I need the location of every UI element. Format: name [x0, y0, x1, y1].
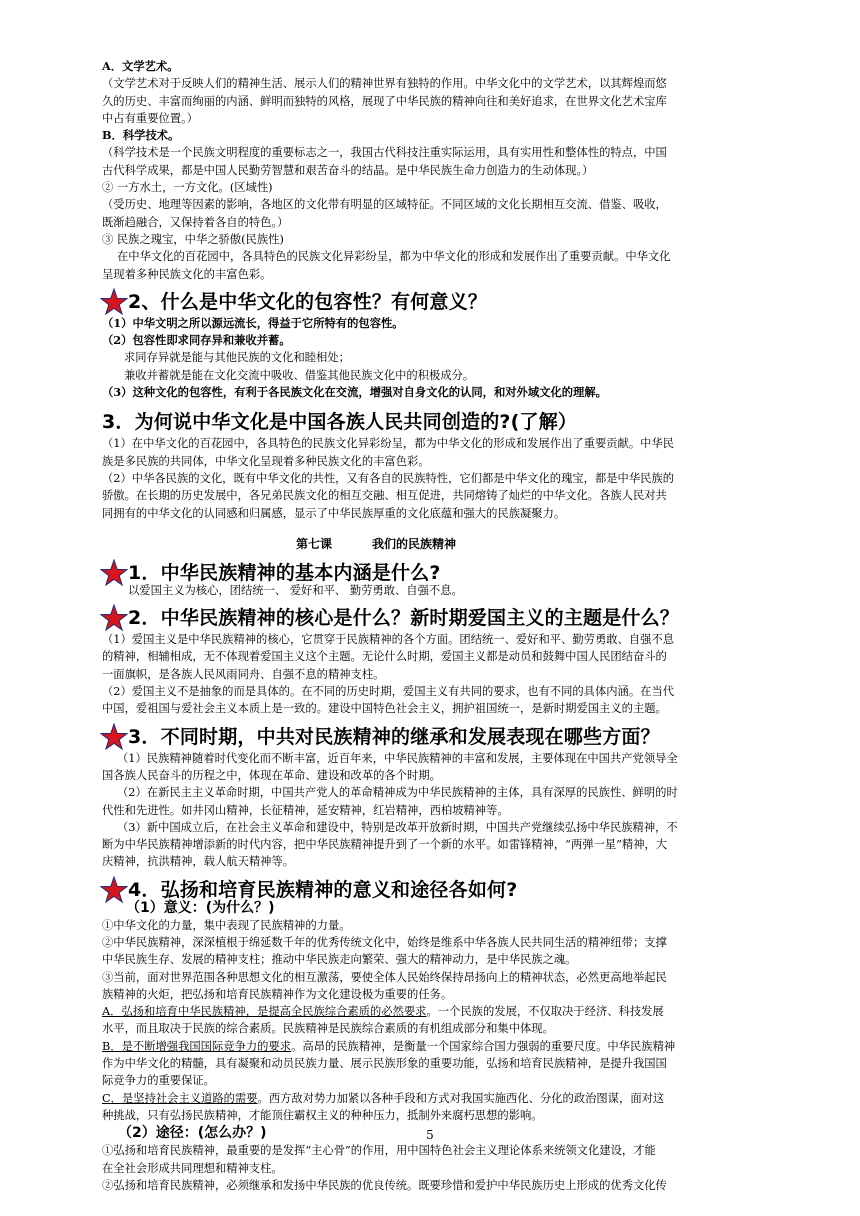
- section-1-content: 以爱国主义为核心，团结统一、 爱好和平、 勤劳勇敢、自强不息。: [128, 583, 463, 597]
- s2-line: 一面旗帜，是各族人民风雨同舟、自强不息的精神支柱。: [102, 667, 385, 681]
- s4-line: ②中华民族精神，深深植根于绵延数千年的优秀传统文化中，始终是维系中华各族人民共同生活的精神纽带；支撑: [102, 935, 667, 949]
- star-icon: [100, 876, 128, 904]
- s4-line: ②弘扬和培育民族精神，必须继承和发扬中华民族的优良传统。既要珍惜和爱护中华民族历史上形成的优秀文化传: [102, 1178, 667, 1192]
- approach-subheading: （2）途径：(怎么办？): [118, 1125, 267, 1142]
- item-a-line: 中占有重要位置。）: [102, 111, 199, 125]
- s3-line: 断为中华民族精神增添新的时代内容，把中华民族精神提升到了一个新的水平。如雷锋精神，“两弹一星”精神，大: [102, 838, 668, 852]
- section-4-heading: 4．弘扬和培育民族精神的意义和途径各如何?: [102, 877, 766, 903]
- question-3-heading: 3．为何说中华文化是中国各族人民共同创造的?(了解）: [102, 411, 578, 434]
- s4-line: 种挑战，只有弘扬民族精神，才能顶住霸权主义的种种压力，抵制外来腐朽思想的影响。: [102, 1108, 543, 1122]
- s4-line: 中华民族生存、发展的精神支柱；推动中华民族走向繁荣、强大的精神动力，是中华民族之魂。: [102, 953, 577, 967]
- question-2-heading: 2、什么是中华文化的包容性？有何意义？: [102, 289, 766, 315]
- s3-line: （2）在新民主主义革命时期，中国共产党人的革命精神成为中华民族精神的主体，具有深厚的民族性、鲜明的时: [117, 786, 678, 800]
- item-2-title: ② 一方水土，一方文化。(区域性): [102, 181, 273, 195]
- s4-point-a: A．弘扬和培育中华民族精神，是提高全民族综合素质的必然要求。一个民族的发展，不仅取决于经济、科技发展: [102, 1005, 664, 1019]
- item-b-title: B．科学技术。: [102, 128, 180, 143]
- q2-line: （2）包容性即求同存异和兼收并蓄。: [102, 333, 291, 348]
- s3-line: （1）民族精神随着时代变化而不断丰富，近百年来，中华民族精神的丰富和发展，主要体现在中国共产党领导全: [117, 751, 678, 765]
- section-3-heading: 3．不同时期，中共对民族精神的继承和发展表现在哪些方面？: [102, 724, 766, 750]
- s4-point-b: B．是不断增强我国国际竞争力的要求。高昂的民族精神，是衡量一个国家综合国力强弱的重要尺度。中华民族精神: [102, 1039, 676, 1053]
- q3-line: 同拥有的中华文化的认同感和归属感，显示了中华民族厚重的文化底蕴和强大的民族凝聚力。: [102, 506, 566, 520]
- s2-line: 中国，爱祖国与爱社会主义本质上是一致的。建设中国特色社会主义，拥护祖国统一，是新时期爱国主义的主题。: [102, 702, 667, 716]
- s4-line: 在全社会形成共同理想和精神支柱。: [102, 1161, 283, 1175]
- item-3-title: ③ 民族之瑰宝，中华之骄傲(民族性): [102, 232, 284, 246]
- item-2-line: （受历史、地理等因素的影响，各地区的文化带有明显的区域特征。不同区域的文化长期相互交流、借鉴、吸收，: [102, 198, 667, 212]
- document-page: [102, 58, 766, 1194]
- s4-line: ①弘扬和培育民族精神，最重要的是发挥“主心骨”的作用，用中国特色社会主义理论体系来统领文化建设，才能: [102, 1144, 656, 1158]
- section-1-heading: 1．中华民族精神的基本内涵是什么?: [102, 560, 766, 586]
- s3-line: 代性和先进性。如井冈山精神，长征精神，延安精神，红岩精神，西柏坡精神等。: [102, 803, 509, 817]
- lesson-title: 第七课 我们的民族精神: [296, 536, 457, 551]
- s3-line: （3）新中国成立后，在社会主义革命和建设中，特别是改革开放新时期，中国共产党继续弘扬中华民族精神，不: [117, 820, 678, 834]
- star-icon: [100, 723, 128, 751]
- item-a-title: A．文学艺术。: [102, 59, 179, 73]
- star-icon: [100, 559, 128, 587]
- s4-line: 水平，而且取决于民族的综合素质。民族精神是民族综合素质的有机组成部分和集中体现。: [102, 1022, 554, 1036]
- s4-line: 际竞争力的重要保证。: [102, 1074, 215, 1088]
- item-b-line: 古代科学成果，都是中国人民勤劳智慧和艰苦奋斗的结晶。是中华民族生命力创造力的生动体现。）: [102, 163, 594, 177]
- item-2-line: 既渐趋融合，又保持着各自的特色。）: [102, 215, 289, 229]
- star-icon: [100, 288, 128, 316]
- page-number: 5: [426, 1128, 434, 1142]
- s4-line: ①中华文化的力量，集中表现了民族精神的力量。: [102, 918, 351, 932]
- star-icon: [100, 604, 128, 632]
- s4-line: 族精神的火炬，把弘扬和培育民族精神作为文化建设极为重要的任务。: [102, 987, 453, 1001]
- s4-line: ③当前，面对世界范围各种思想文化的相互激荡，要使全体人民始终保持昂扬向上的精神状态，必然更高地举起民: [102, 970, 667, 984]
- q3-line: （2）中华各民族的文化，既有中华文化的共性，又有各自的民族特性，它们都是中华文化的瑰宝，都是中华民族的: [102, 471, 675, 485]
- s4-point-c: C．是坚持社会主义道路的需要。西方敌对势力加紧以各种手段和方式对我国实施西化、分化的政治图谋，面对这: [102, 1091, 665, 1105]
- q3-line: 骄傲。在长期的历史发展中，各兄弟民族文化的相互交融、相互促进，共同熔铸了灿烂的中华文化。各族人民对共: [102, 489, 667, 503]
- q2-line: （1）中华文明之所以源远流长，得益于它所特有的包容性。: [102, 315, 404, 330]
- q2-line: 求同存异就是能与其他民族的文化和睦相处；: [124, 351, 350, 365]
- s2-line: 的精神，相辅相成，无不体现着爱国主义这个主题。无论什么时期，爱国主义都是动员和鼓舞中国人民团结奋斗的: [102, 650, 667, 664]
- q3-line: （1）在中华文化的百花园中，各具特色的民族文化异彩纷呈，都为中华文化的形成和发展作出了重要贡献。中华民: [102, 437, 675, 451]
- item-3-line: 呈现着多种民族文化的丰富色彩。: [102, 267, 272, 281]
- section-2-heading: 2．中华民族精神的核心是什么？新时期爱国主义的主题是什么？: [102, 605, 766, 631]
- item-3-line: 在中华文化的百花园中，各具特色的民族文化异彩纷呈，都为中华文化的形成和发展作出了重要贡献。中华文化: [117, 250, 671, 264]
- s3-line: 国各族人民奋斗的历程之中，体现在革命、建设和改革的各个时期。: [102, 768, 441, 782]
- q3-line: 族是多民族的共同体，中华文化呈现着多种民族文化的丰富色彩。: [102, 454, 430, 468]
- s2-line: （1）爱国主义是中华民族精神的核心，它贯穿于民族精神的各个方面。团结统一、爱好和平、勤劳勇敢、自强不息: [102, 633, 675, 647]
- item-a-line: 久的历史、丰富而绚丽的内涵、鲜明而独特的风格，展现了中华民族的精神向往和美好追求，在世界文化艺术宝库: [102, 94, 667, 108]
- q2-line: （3）这种文化的包容性，有利于各民族文化在交流，增强对自身文化的认同，和对外域文化的理解。: [102, 385, 607, 400]
- significance-subheading: （1）意义：(为什么？): [126, 899, 275, 916]
- s2-line: （2）爱国主义不是抽象的而是具体的。在不同的历史时期，爱国主义有共同的要求，也有不同的具体内涵。在当代: [102, 685, 675, 699]
- s4-line: 作为中华文化的精髓，具有凝聚和动员民族力量、展示民族形象的重要功能，弘扬和培育民族精神，是提升我国国: [102, 1057, 667, 1071]
- item-b-line: （科学技术是一个民族文明程度的重要标志之一，我国古代科技注重实际运用，具有实用性和整体性的特点，中国: [102, 146, 667, 160]
- item-a-line: （文学艺术对于反映人们的精神生活、展示人们的精神世界有独特的作用。中华文化中的文学艺术，以其辉煌而悠: [102, 77, 667, 91]
- s3-line: 庆精神，抗洪精神，载人航天精神等。: [102, 855, 295, 869]
- q2-line: 兼收并蓄就是能在文化交流中吸收、借鉴其他民族文化中的积极成分。: [124, 368, 475, 382]
